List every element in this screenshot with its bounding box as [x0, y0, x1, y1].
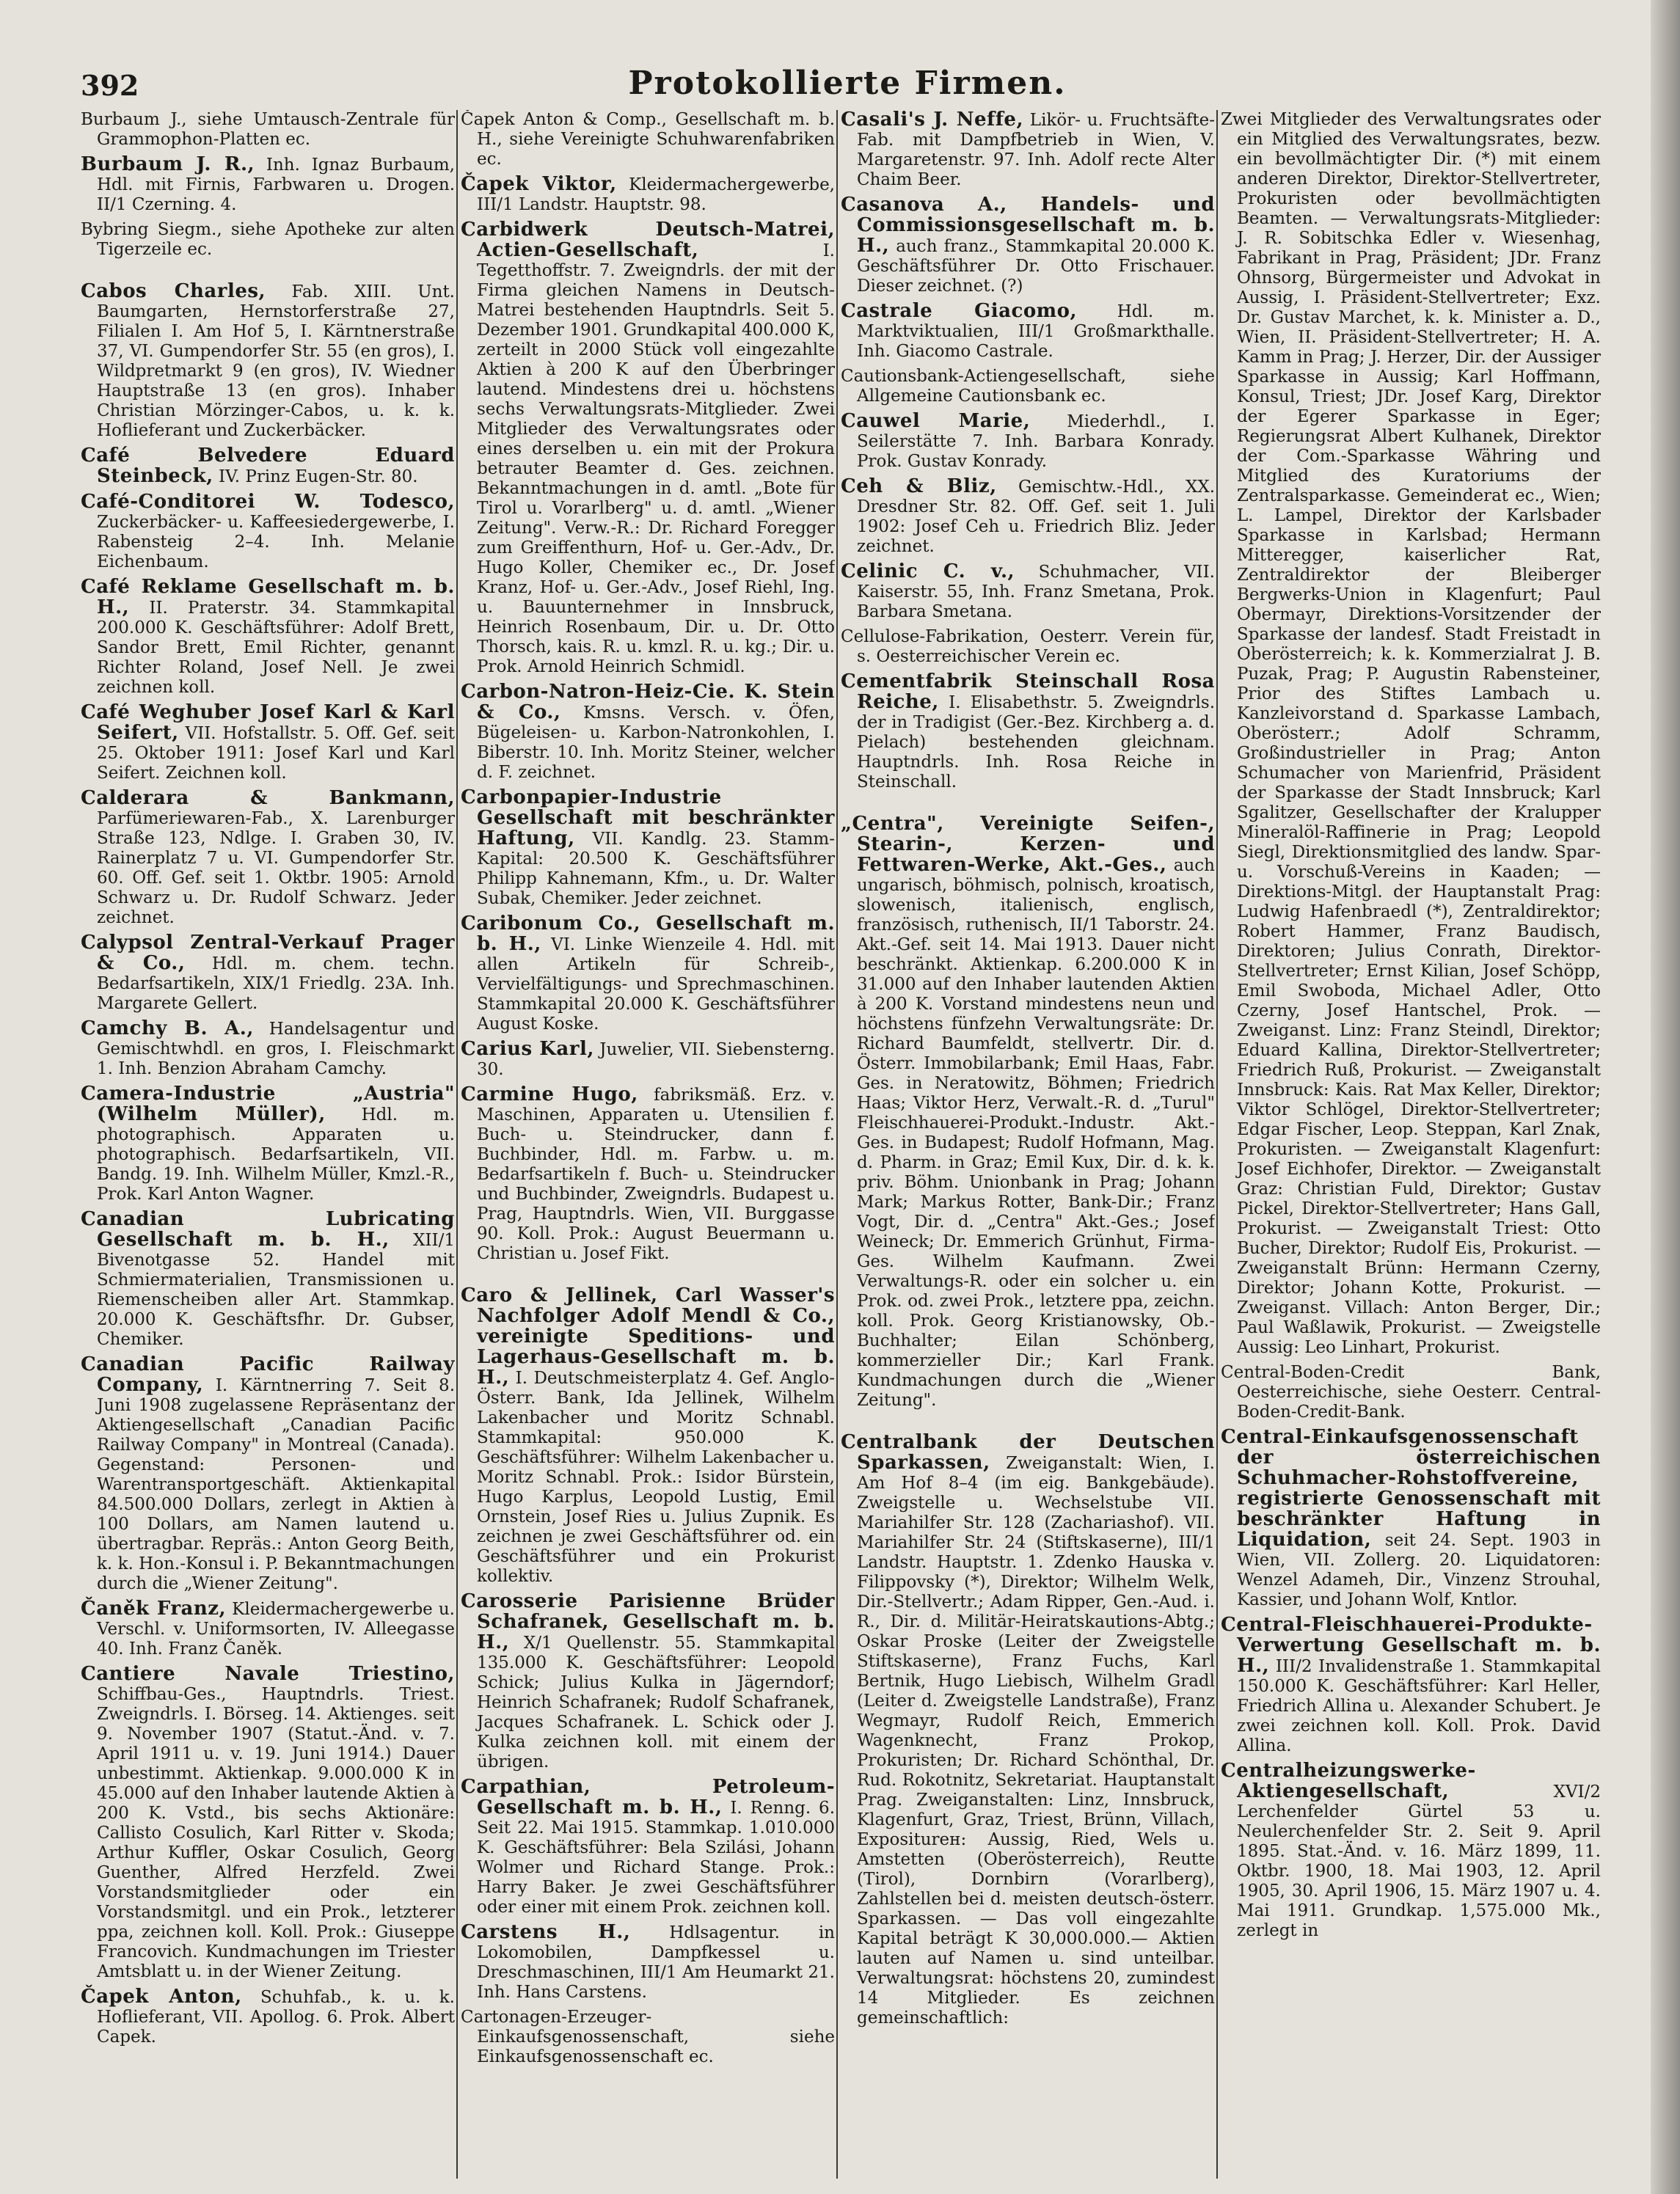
page-header: [81, 65, 1614, 109]
directory-entry: [81, 110, 455, 150]
entry-text: I. Tegetthoffstr. 7. Zweigndrls. der mit der Firma gleichen Namens in Deutsch-Matrei bestehenden Hauptndrls. Seit 5. Dezember 1901. Grundkapital 400.000 K, zerteilt in 2000 Stück voll eingezahlte Aktien à 200 K auf den Überbringer lautend. Mindestens drei u. höchstens sechs Verwaltungsrats-Mitglieder. Zwei Mitglieder des Verwaltungsrates oder eines derselben u. ein mit der Prokura betrauter Beamter d. Ges. zeichnen. Bekanntmachungen in d. amtl. „Bote für Tirol u. Vorarlberg" u. d. amtl. „Wiener Zeitung". Verw.-R.: Dr. Richard Foregger zum Greiffenthurn, Hof- u. Ger.-Adv., Dr. Hugo Koller, Chemiker ec., Dr. Josef Kranz, Hof- u. Ger.-Adv., Josef Riehl, Ing. u. Bauunternehmer in Innsbruck, Heinrich Rosenbaum, Dir. u. Dr. Otto Thorsch, kais. R. u. kmzl. R. u. kg.; Dir. u. Prok. Arnold Heinrich Schmidl.: [477, 241, 835, 676]
firm-name: Castrale Giacomo,: [841, 300, 1078, 322]
firm-name: „Centra", Vereinigte Seifen-, Stearin-, Kerzen- und Fettwaren-Werke, Akt.-Ges.,: [841, 813, 1215, 876]
column-divider: [1216, 110, 1218, 2179]
entry-text: Bybring Siegm., siehe Apotheke zur alten Tigerzeile ec.: [81, 220, 455, 259]
directory-entry: [841, 412, 1215, 472]
entry-text: auch franz., Stammkapital 20.000 K. Geschäftsführer Dr. Otto Frischauer. Dieser zeichnet. (?): [857, 237, 1215, 296]
firm-name: Čapek Anton,: [81, 1986, 242, 2008]
directory-entry: [461, 788, 835, 909]
directory-entry: [81, 577, 455, 698]
entry-text: Cartonagen-Erzeuger-Einkaufsgenossenschaft, siehe Einkaufsgenossenschaft ec.: [461, 2008, 835, 2066]
entry-text: Hdl. m. Marktviktualien, III/1 Großmarkthalle. Inh. Giacomo Castrale.: [857, 302, 1215, 361]
firm-name: Carmine Hugo,: [461, 1083, 638, 1105]
entry-text: XII/1 Bivenotgasse 52. Handel mit Schmiermaterialien, Transmissionen u. Riemenscheiben aller Art. Stammkap. 20.000 K. Geschäftsfhr. Dr. Gubser, Chemiker.: [97, 1231, 455, 1349]
directory-entry: [841, 627, 1215, 667]
directory-entry: [461, 175, 835, 215]
firm-name: Camera-Industrie „Austria" (Wilhelm Müller),: [81, 1083, 455, 1125]
running-title: Protokollierte Firmen.: [628, 65, 1067, 102]
firm-name: Carius Karl,: [461, 1038, 594, 1060]
entry-text: Hdl. m. photographisch. Apparaten u. photographisch. Bedarfsartikeln, VII. Bandg. 19. Inh. Wilhelm Müller, Kmzl.-R., Prok. Karl Anton Wagner.: [97, 1105, 455, 1204]
directory-entry: [841, 367, 1215, 406]
firm-name: Centralheizungswerke-Aktiengesellschaft,: [1221, 1760, 1476, 1802]
firm-name: Carbon-Natron-Heiz-Cie. K. Stein & Co.,: [461, 681, 835, 723]
entry-text: Cellulose-Fabrikation, Oesterr. Verein für, s. Oesterreichischer Verein ec.: [841, 627, 1215, 666]
directory-entry: [81, 1210, 455, 1350]
firm-name: Carbidwerk Deutsch-Matrei, Actien-Gesellschaft,: [461, 219, 835, 261]
directory-entry: [81, 220, 455, 260]
firm-name: Canadian Lubricating Gesellschaft m. b. H.,: [81, 1208, 455, 1251]
directory-entry: [461, 1592, 835, 1772]
page-number: 392: [81, 69, 139, 102]
directory-entry: [461, 1923, 835, 2003]
column-4: [1221, 110, 1601, 2164]
directory-entry: [461, 220, 835, 677]
entry-text: Likör- u. Fruchtsäfte-Fab. mit Dampfbetrieb in Wien, V. Margaretenstr. 97. Inh. Adolf recte Alter Chaim Beer.: [857, 111, 1215, 189]
entry-text: I. Elisabethstr. 5. Zweigndrls. der in Tradigist (Ger.-Bez. Kirchberg a. d. Pielach) bestehenden gleichnam. Hauptndrls. Inh. Rosa Reiche in Steinschall.: [857, 693, 1215, 791]
firm-name: Ceh & Bliz,: [841, 475, 997, 497]
directory-entry: [461, 2008, 835, 2067]
firm-name: Carstens H.,: [461, 1921, 631, 1943]
entry-text: Miederhdl., I. Seilerstätte 7. Inh. Barbara Konrady. Prok. Gustav Konrady.: [857, 412, 1215, 471]
entry-text: Zwei Mitglieder des Verwaltungsrates oder ein Mitglied des Verwaltungsrates, bezw. ein bevollmächtigter Dir. (*) mit einem anderen Direktor, Direktor-Stellvertreter, Prokuristen oder bevollmächtigten Beamten. — Verwaltungsrats-Mitglieder: J. R. Sobitschka Edler v. Wiesenhag, Fabrikant in Prag, Präsident; JDr. Franz Ohnsorg, Bürgermeister und Advokat in Aussig, I. Präsident-Stellvertreter; Exz. Dr. Gustav Marchet, k. k. Minister a. D., Wien, II. Präsident-Stellvertreter; H. A. Kamm in Prag; J. Herzer, Dir. der Aussiger Sparkasse in Aussig; Karl Hoffmann, Konsul, Triest; JDr. Josef Karg, Direktor der Egerer Sparkasse in Eger; Regierungsrat Albert Kulhanek, Direktor der Com.-Sparkasse Währing und Mitglied des Kuratoriums der Zentralsparkasse. Gemeinderat ec., Wien; L. Lampel, Direktor der Karlsbader Sparkasse in Karlsbad; Hermann Mitteregger, kaiserlicher Rat, Zentraldirektor der Bleiberger Bergwerks-Union in Klagenfurt; Paul Obermayr, Direktions-Vorsitzender der Sparkasse der landesf. Stadt Freistadt in Oberösterreich; k. k. Kommerzialrat J. B. Puzak, Prag; P. Augustin Rabensteiner, Prior des Stiftes Lambach u. Kanzleivorstand d. Sparkasse Lambach, Oberösterr.; Adolf Schramm, Großindustrieller in Prag; Anton Schumacher von Marienfrid, Präsident der Sparkasse der Stadt Innsbruck; Karl Sgalitzer, Gesellschafter der Kralupper Mineralöl-Raffinerie in Prag; Leopold Siegl, Direktionsmitglied des landw. Spar- u. Vorschuß-Vereins in Kaaden; — Direktions-Mitgl. der Hauptanstalt Prag: Ludwig Hafenbraedl (*), Zentraldirektor; Robert Hammer, Franz Baudisch, Direktoren; Julius Conrath, Direktor-Stellvertreter; Ernst Kilian, Josef Schöpp, Emil Swoboda, Michael Adler, Otto Czerny, Josef Hantschel, Prok. — Zweiganst. Linz: Franz Steindl, Direktor; Eduard Kallina, Direktor-Stellvertreter; Friedrich Ruß, Prokurist. — Zweiganstalt Innsbruck: Kais. Rat Max Keller, Direktor; Viktor Schlögel, Direktor-Stellvertreter; Edgar Fischer, Leop. Steppan, Karl Znak, Prokuristen. — Zweiganstalt Klagenfurt: Josef Eichhofer, Direktor. — Zweiganstalt Graz: Christian Fuld, Direktor; Gustav Pickel, Direktor-Stellvertreter; Hans Gall, Prokurist. — Zweiganstalt Triest: Otto Bucher, Direktor; Rudolf Eis, Prokurist. — Zweiganstalt Brünn: Hermann Czerny, Direktor; Johann Kotte, Prokurist. — Zweiganst. Villach: Anton Berger, Dir.; Paul Waßlawik, Prokurist. — Zweigstelle Aussig: Leo Linhart, Prokurist.: [1221, 110, 1601, 1357]
entry-text: Hdl. m. chem. techn. Bedarfsartikeln, XIX/1 Friedlg. 23A. Inh. Margarete Gellert.: [97, 954, 455, 1013]
entry-text: Schuhmacher, VII. Kaiserstr. 55, Inh. Franz Smetana, Prok. Barbara Smetana.: [857, 563, 1215, 621]
entry-text: VI. Linke Wienzeile 4. Hdl. mit allen Artikeln für Schreib-, Vervielfältigungs- und Sprechmaschinen. Stammkapital 20.000 K. Geschäftsführer August Koske.: [477, 935, 835, 1034]
column-3: [841, 110, 1215, 2164]
directory-entry: [81, 492, 455, 572]
column-divider: [836, 110, 838, 2179]
entry-text: Hdlsagentur. in Lokomobilen, Dampfkessel u. Dreschmaschinen, III/1 Am Heumarkt 21. Inh. Hans Carstens.: [477, 1923, 835, 2002]
firm-name: Celinic C. v.,: [841, 560, 1015, 582]
entry-text: Parfümeriewaren-Fab., X. Larenburger Straße 123, Ndlge. I. Graben 30, IV. Rainerplatz 7 u. VI. Gumpendorfer Str. 60. Off. Gef. seit 1. Oktbr. 1905: Arnold Schwarz u. Dr. Rudolf Schwarz. Jeder zeichnet.: [97, 809, 455, 927]
firm-name: Cantiere Navale Triestino,: [81, 1663, 455, 1685]
firm-name: Carbonpapier-Industrie Gesellschaft mit beschränkter Haftung,: [461, 786, 835, 849]
entry-text: VII. Hofstallstr. 5. Off. Gef. seit 25. Oktober 1911: Josef Karl und Karl Seifert. Zeichnen koll.: [97, 724, 455, 783]
directory-entry: [81, 446, 455, 487]
entry-text: Gemischtw.-Hdl., XX. Dresdner Str. 82. Off. Gef. seit 1. Juli 1902: Josef Ceh u. Friedrich Bliz. Jeder zeichnet.: [857, 478, 1215, 556]
directory-entry: [81, 1355, 455, 1594]
entry-text: Čapek Anton & Comp., Gesellschaft m. b. H., siehe Vereinigte Schuhwarenfabriken ec.: [461, 110, 835, 169]
firm-name: Café Weghuber Josef Karl & Karl Seifert,: [81, 701, 455, 744]
directory-entry: [81, 1084, 455, 1204]
directory-entry: [81, 703, 455, 783]
firm-name: Café-Conditorei W. Todesco,: [81, 491, 455, 513]
entry-text: seit 24. Sept. 1903 in Wien, VII. Zollerg. 20. Liquidatoren: Wenzel Adameh, Dir., Vinzenz Strouhal, Kassier, und Johann Wolf, Kntlor.: [1237, 1531, 1601, 1609]
firm-name: Cauwel Marie,: [841, 410, 1031, 432]
directory-entry: [81, 1599, 455, 1659]
directory-entry: [461, 110, 835, 169]
directory-entry: [841, 110, 1215, 190]
entry-text: II. Praterstr. 34. Stammkapital 200.000 K. Geschäftsführer: Adolf Brett, Sandor Brett, Emil Richter, genannt Richter Roland, Josef Nell. Je zwei zeichnen koll.: [97, 599, 455, 697]
entry-text: Kleidermachergewerbe, III/1 Landstr. Hauptstr. 98.: [477, 175, 835, 214]
firm-name: Casanova A., Handels- und Commissionsgesellschaft m. b. H.,: [841, 194, 1215, 257]
entry-text: I. Kärntnerring 7. Seit 8. Juni 1908 zugelassene Repräsentanz der Aktiengesellschaft „Canadian Pacific Railway Company" in Montreal (Canada). Gegenstand: Personen- und Warentransportgeschäft. Aktienkapital 84.500.000 Dollars, zerlegt in Aktien à 100 Dollars, am Namen lautend u. übertragbar. Repräs.: Anton Georg Beith, k. k. Hon.-Konsul i. P. Bekanntmachungen durch die „Wiener Zeitung".: [97, 1376, 455, 1593]
firm-name: Casali's J. Neffe,: [841, 110, 1024, 131]
firm-name: Calypsol Zentral-Verkauf Prager & Co.,: [81, 932, 455, 974]
directory-entry: [1221, 1615, 1601, 1756]
entry-text: Zweiganstalt: Wien, I. Am Hof 8–4 (im eig. Bankgebäude). Zweigstelle u. Wechselstube VII. Mariahilfer Str. 128 (Zachariashof). VII. Mariahilfer Str. 24 (Stiftskaserne), III/1 Landstr. Hauptstr. 1. Zdenko Hauska v. Filippovsky (*), Direktor; Wilhelm Welk, Dir.-Stellvertr.; Adam Ripper, Gen.-Aud. i. R., Dir. d. Militär-Heiratskautions-Abtg.; Oskar Proske (Leiter der Zweigstelle Stiftskaserne), Franz Fuchs, Karl Bertnik, Hugo Liebisch, Wilhelm Gradl (Leiter d. Zweigstelle Landstraße), Franz Wegmayr, Rudolf Reich, Emmerich Wagenknecht, Franz Prokop, Prokuristen; Dr. Richard Schönthal, Dr. Rud. Rokotnitz, Sekretariat. Hauptanstalt Prag. Zweiganstalten: Linz, Innsbruck, Klagenfurt, Graz, Triest, Brünn, Villach, Expositurен: Aussig, Ried, Wels u. Amstetten (Oberösterreich), Reutte (Tirol), Dornbirn (Vorarlberg), Zahlstellen bei d. meisten deutsch-österr. Sparkassen. — Das voll eingezahlte Kapital beträgt K 30,000.000.— Aktien lauten auf Namen u. sind unteilbar. Verwaltungsrat: höchstens 20, zumindest 14 Mitglieder. Es zeichnen gemeinschaftlich:: [857, 1454, 1215, 2027]
firm-name: Camchy B. A.,: [81, 1017, 254, 1039]
entry-text: XVI/2 Lerchenfelder Gürtel 53 u. Neulerchenfelder Str. 2. Seit 9. April 1895. Stat.-Änd. v. 16. März 1899, 11. Oktbr. 1900, 18. Mai 1903, 12. April 1905, 30. April 1906, 15. März 1907 u. 4. Mai 1911. Grundkap. 1,575.000 Mk., zerlegt in: [1237, 1782, 1601, 1940]
firm-name: Café Belvedere Eduard Steinbeck,: [81, 445, 455, 487]
column-1: [81, 110, 455, 2164]
directory-entry: [1221, 1363, 1601, 1422]
directory-entry: [81, 1019, 455, 1079]
entry-text: Kmsns. Versch. v. Öfen, Bügeleisen- u. Karbon-Natronkohlen, I. Biberstr. 10. Inh. Moritz Steiner, welcher d. F. zeichnet.: [477, 703, 835, 782]
directory-entry: [81, 155, 455, 215]
entry-text: Juwelier, VII. Siebensterng. 30.: [477, 1040, 835, 1079]
firm-name: Caro & Jellinek, Carl Wasser's Nachfolger Adolf Mendl & Co., vereinigte Speditions- und Lagerhaus-Gesellschaft m. b. H.,: [461, 1284, 835, 1389]
directory-entry: [461, 914, 835, 1034]
directory-entry: [81, 789, 455, 928]
firm-name: Café Reklame Gesellschaft m. b. H.,: [81, 576, 455, 618]
firm-name: Centralbank der Deutschen Sparkassen,: [841, 1431, 1215, 1474]
firm-name: Central-Einkaufsgenossenschaft der österreichischen Schuhmacher-Rohstoffvereine, registrierte Genossenschaft mit beschränkter Haftung in Liquidation,: [1221, 1426, 1601, 1551]
column-divider: [456, 110, 458, 2179]
entry-text: Schuhfab., k. u. k. Hoflieferant, VII. Apollog. 6. Prok. Albert Capek.: [97, 1988, 455, 2047]
entry-text: VII. Kandlg. 23. Stamm-Kapital: 20.500 K. Geschäftsführer Philipp Kahnemann, Kfm., u. Dr. Walter Subak, Chemiker. Jeder zeichnet.: [477, 830, 835, 908]
page-edge-shadow: [1651, 0, 1680, 2194]
firm-name: Caribonum Co., Gesellschaft m. b. H.,: [461, 913, 835, 955]
firm-name: Carpathian, Petroleum-Gesellschaft m. b. H.,: [461, 1776, 835, 1818]
directory-entry: [841, 562, 1215, 622]
directory-entry: [461, 1039, 835, 1080]
directory-entry: [81, 282, 455, 441]
directory-entry: [1221, 1761, 1601, 1941]
entry-text: I. Deutschmeisterplatz 4. Gef. Anglo-Österr. Bank, Ida Jellinek, Wilhelm Lakenbacher und Moritz Schnabl. Stammkapital: 950.000 K. Geschäftsführer: Wilhelm Lakenbacher u. Moritz Schnabl. Prok.: Isidor Bürstein, Hugo Karplus, Leopold Lustig, Emil Ornstein, Josef Ries u. Julius Zupnik. Es zeichnen je zwei Geschäftsführer od. ein Geschäftsführer und ein Prokurist kollektiv.: [477, 1369, 835, 1586]
directory-entry: [841, 477, 1215, 557]
directory-entry: [461, 1777, 835, 1917]
firm-name: Central-Fleischhauerei-Produkte-Verwertung Gesellschaft m. b. H.,: [1221, 1614, 1601, 1677]
firm-name: Canadian Pacific Railway Company,: [81, 1353, 455, 1396]
directory-entry: [461, 682, 835, 783]
directory-entry: [1221, 1427, 1601, 1610]
entry-text: IV. Prinz Eugen-Str. 80.: [219, 467, 418, 486]
directory-entry: [841, 195, 1215, 296]
directory-entry: [81, 1987, 455, 2047]
directory-entry: [841, 814, 1215, 1411]
entry-text: Central-Boden-Credit Bank, Oesterreichische, siehe Oesterr. Central-Boden-Credit-Bank.: [1221, 1363, 1601, 1422]
entry-text: X/1 Quellenstr. 55. Stammkapital 135.000 K. Geschäftsführer: Leopold Schick; Julius Kulka in Jägerndorf; Heinrich Schafranek; Rudolf Schafranek, Jacques Schafranek. L. Schick oder J. Kulka zeichnen koll. mit einem der übrigen.: [477, 1634, 835, 1771]
directory-entry: [81, 933, 455, 1014]
directory-entry: [841, 301, 1215, 362]
firm-name: Čapek Viktor,: [461, 173, 617, 195]
entry-text: auch ungarisch, böhmisch, polnisch, kroatisch, slowenisch, italienisch, englisch, französisch, ruthenisch, II/1 Taborstr. 24. Akt.-Gef. seit 14. Mai 1913. Dauer nicht beschränkt. Aktienkap. 6.200.000 K in 31.000 auf den Inhaber lautenden Aktien à 200 K. Vorstand mindestens neun und höchstens fünfzehn Verwaltungsräte: Dr. Richard Baumfeldt, stellvertr. Dir. d. Österr. Immobilarbank; Emil Haas, Fabr. Ges. in Neratowitz, Böhmen; Friedrich Haas; Viktor Herz, Verwalt.-R. d. „Turul" Fleischhauerei-Produkt.-Industr. Akt.-Ges. in Budapest; Rudolf Hofmann, Mag. d. Pharm. in Graz; Emil Kux, Dir. d. k. k. priv. Böhm. Unionbank in Prag; Johann Mark; Markus Rotter, Bank-Dir.; Franz Vogt, Dir. d. „Centra" Akt.-Ges.; Josef Weineck; Dr. Emmerich Grünhut, Firma-Ges. Wilhelm Kaufmann. Zwei Verwaltungs-R. oder ein solcher u. ein Prok. od. zwei Prok., letztere ppa, zeichn. koll. Prok. Georg Kristianowsky, Ob.-Buchhalter; Eilan Schönberg, kommerzieller Dir.; Karl Frank. Kundmachungen durch die „Wiener Zeitung".: [857, 856, 1215, 1410]
entry-text: Kleidermachergewerbe u. Verschl. v. Uniformsorten, IV. Alleegasse 40. Inh. Franz Čaněk.: [97, 1600, 455, 1659]
firm-name: Čaněk Franz,: [81, 1598, 227, 1620]
entry-text: Handelsagentur und Gemischtwhdl. en gros, I. Fleischmarkt 1. Inh. Benzion Abraham Camchy.: [97, 1020, 455, 1078]
entry-text: Schiffbau-Ges., Hauptndrls. Triest. Zweigndrls. I. Börseg. 14. Aktienges. seit 9. November 1907 (Statut.-Änd. v. 7. April 1911 u. v. 19. Juni 1914.) Dauer unbestimmt. Aktienkap. 9.000.000 K in 45.000 auf den Inhaber lautende Aktien à 200 K. Vstd., bis sechs Aktionäre: Callisto Cosulich, Karl Ritter v. Skoda; Arthur Kuffler, Oskar Cosulich, Georg Guenther, Alfred Herzfeld. Zwei Vorstandsmitglieder oder ein Vorstandsmitgl. und ein Prok., letzterer ppa, zeichnen koll. Koll. Prok.: Giuseppe Francovich. Kundmachungen im Triester Amtsblatt u. in der Wiener Zeitung.: [97, 1685, 455, 1981]
firm-name: Cementfabrik Steinschall Rosa Reiche,: [841, 670, 1215, 713]
column-2: [461, 110, 835, 2164]
directory-entry: [1221, 110, 1601, 1358]
entry-text: I. Renng. 6. Seit 22. Mai 1915. Stammkap. 1.010.000 K. Geschäftsführer: Bela Szilási, Johann Wolmer und Richard Stange. Prok.: Harry Baker. Je zwei Geschäftsführer oder einer mit einem Prok. zeichnen koll.: [477, 1799, 835, 1917]
directory-entry: [841, 1433, 1215, 2028]
directory-entry: [841, 672, 1215, 792]
entry-text: Burbaum J., siehe Umtausch-Zentrale für Grammophon-Platten ec.: [81, 110, 455, 149]
firm-name: Cabos Charles,: [81, 280, 266, 302]
firm-name: Carosserie Parisienne Brüder Schafranek, Gesellschaft m. b. H.,: [461, 1590, 835, 1653]
entry-text: Fab. XIII. Unt. Baumgarten, Hernstorferstraße 27, Filialen I. Am Hof 5, I. Kärntnerstraße 37, VI. Gumpendorfer Str. 55 (en gros), I. Wildpretmarkt 9 (en gros), IV. Wiedner Hauptstraße 13 (en gros). Inhaber Christian Mörzinger-Cabos, u. k. k. Hoflieferant und Zuckerbäcker.: [97, 282, 455, 440]
entry-text: Inh. Ignaz Burbaum, Hdl. mit Firnis, Farbwaren u. Drogen. II/1 Czerning. 4.: [97, 156, 455, 214]
entry-text: fabriksmäß. Erz. v. Maschinen, Apparaten u. Utensilien f. Buch- u. Steindrucker, dann f. Buchbinder, Hdl. m. Farbw. u. m. Bedarfsartikeln f. Buch- u. Steindrucker und Buchbinder, Zweigndrls. Budapest u. Prag, Hauptndrls. Wien, VII. Burggasse 90. Koll. Prok.: August Beuermann u. Christian u. Josef Fikt.: [477, 1086, 835, 1263]
firm-name: Calderara & Bankmann,: [81, 787, 455, 809]
entry-text: III/2 Invalidenstraße 1. Stammkapital 150.000 K. Geschäftsführer: Karl Heller, Friedrich Allina u. Alexander Schubert. Je zwei zeichnen koll. Koll. Prok. David Allina.: [1237, 1657, 1601, 1755]
directory-entry: [461, 1085, 835, 1264]
entry-text: Cautionsbank-Actiengesellschaft, siehe Allgemeine Cautionsbank ec.: [841, 367, 1215, 406]
entry-text: Zuckerbäcker- u. Kaffeesiedergewerbe, I. Rabensteig 2–4. Inh. Melanie Eichenbaum.: [97, 513, 455, 571]
directory-entry: [461, 1286, 835, 1587]
firm-name: Burbaum J. R.,: [81, 153, 255, 175]
directory-entry: [81, 1664, 455, 1982]
